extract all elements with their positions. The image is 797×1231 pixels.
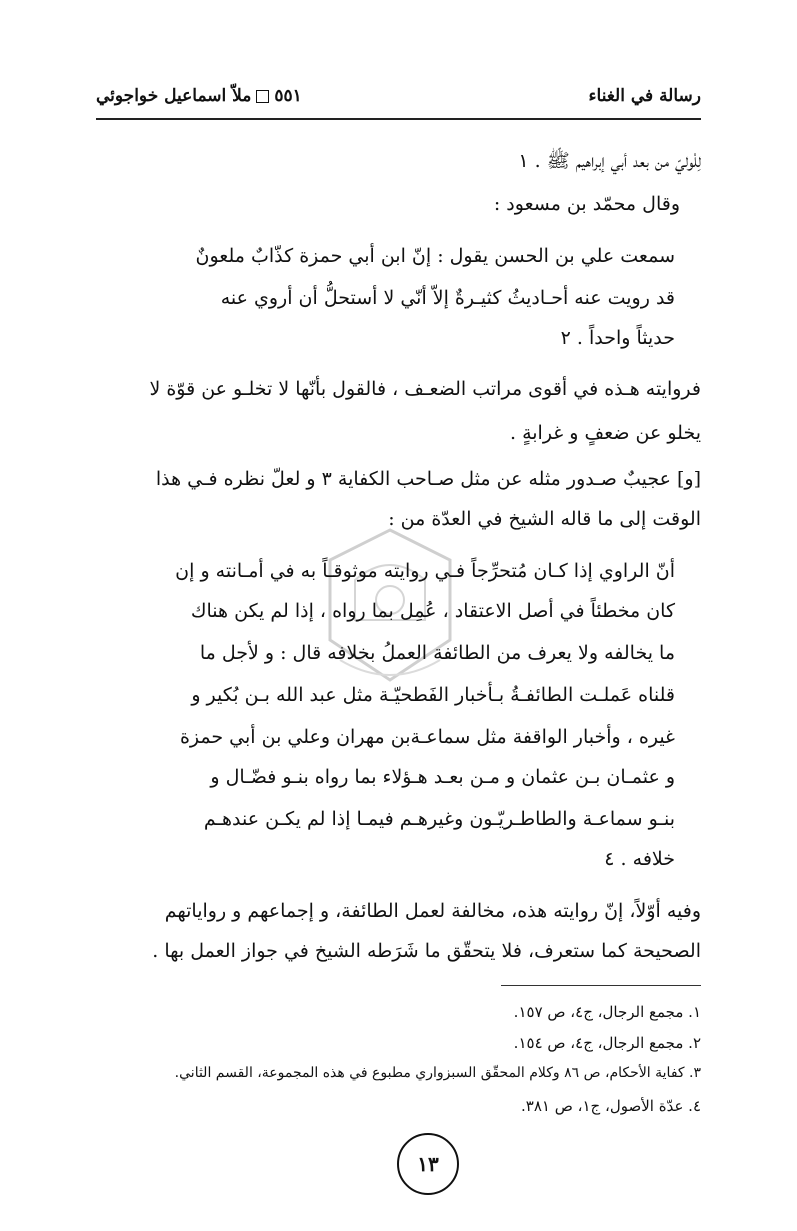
quote-line: غيره ، وأخبار الواقفة مثل سماعـةبن مهران وعلي بن أبي حمزة (179, 726, 675, 748)
text-line: لِلْوليّ من بعد أبي إبراهيم ﷺ . ١ (518, 150, 701, 172)
quote-line: قلناه عَملـت الطائفـةُ بـأخبار الفَطحيّـة مثل عبد الله بـن بُكير و (191, 684, 675, 706)
quote-line: قد رويت عنه أحـاديثُ كثيـرةٌ إلاّ أنّي لا أستحلُّ أن أروي عنه (220, 287, 675, 309)
quote-line: حديثاً واحداً . ٢ (560, 327, 675, 349)
author-name: ملاّ اسماعيل خواجوئي (96, 86, 252, 106)
quote-line: سمعت علي بن الحسن يقول : إنّ ابن أبي حمزة كذّابٌ ملعونٌ (195, 245, 675, 267)
footnote-rule (501, 985, 701, 986)
footnote: ٢. مجمع الرجال، ج٤، ص ١٥٤. (513, 1034, 701, 1052)
header-rule (96, 118, 701, 120)
footnote: ١. مجمع الرجال، ج٤، ص ١٥٧. (513, 1003, 701, 1021)
text-line: يخلو عن ضعفٍ و غرابةٍ . (509, 422, 701, 444)
text-line: الوقت إلى ما قاله الشيخ في العدّة من : (388, 508, 701, 530)
running-head-author (96, 86, 302, 106)
square-ornament-icon (256, 90, 269, 103)
text-line: فروايته هـذه في أقوى مراتب الضعـف ، فالقول بأنّها لا تخلـو عن قوّة لا (149, 378, 701, 400)
quote-line: خلافه . ٤ (604, 848, 675, 870)
page-number: ٥٥١ (274, 86, 302, 106)
text-line: الصحيحة كما ستعرف، فلا يتحقّق ما شَرَطه الشيخ في جواز العمل بها . (152, 940, 701, 962)
text-line: [و] عجيبٌ صـدور مثله عن مثل صـاحب الكفاية ٣ و لعلّ نظره فـي هذا (155, 468, 701, 490)
quote-line: بنـو سماعـة والطاطـريّـون وغيرهـم فيمـا إذا لم يكـن عندهـم (203, 808, 675, 830)
quote-line: أنّ الراوي إذا كـان مُتحرِّجاً فـي روايته موثوقـاً به في أمـانته و إن (175, 560, 675, 582)
quote-line: كان مخطئاً في أصل الاعتقاد ، عُمِل بما رواه ، إذا لم يكن هناك (190, 600, 675, 622)
text-line: وقال محمّد بن مسعود : (493, 193, 680, 215)
footnote: ٣. كفاية الأحكام، ص ٨٦ وكلام المحقّق السبزواري مطبوع في هذه المجموعة، القسم الثاني. (174, 1065, 701, 1081)
text-line: وفيه أوّلاً، إنّ روايته هذه، مخالفة لعمل الطائفة، و إجماعهم و رواياتهم (164, 900, 701, 922)
quote-line: ما يخالفه ولا يعرف من الطائفة العملُ بخلافه قال : و لأجل ما (199, 642, 675, 664)
footnote: ٤. عدّة الأصول، ج١، ص ٣٨١. (521, 1097, 701, 1115)
running-head-title: رسالة في الغناء (588, 86, 701, 106)
quote-line: و عثمـان بـن عثمان و مـن بعـد هـؤلاء بما رواه بنـو فضّـال و (210, 766, 675, 788)
footer-page-number: ١٣ (397, 1133, 459, 1195)
